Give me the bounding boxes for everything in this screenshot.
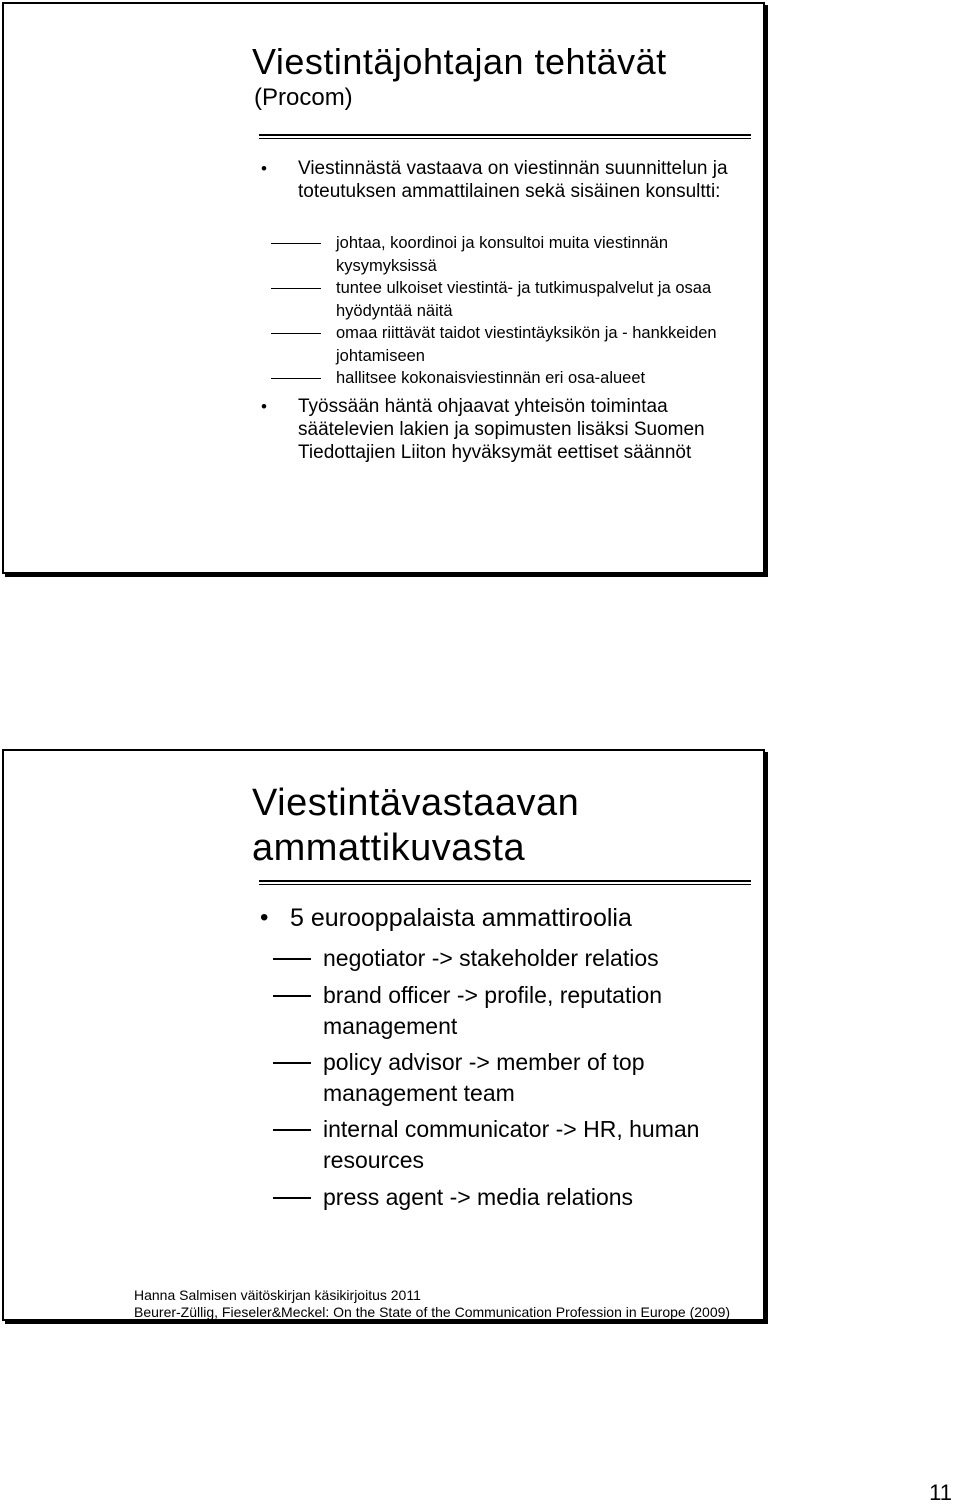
sub-list-item: [323, 1182, 743, 1213]
sub-list-item: [336, 277, 746, 323]
list-item: [261, 395, 738, 464]
dash-icon: [273, 1129, 311, 1131]
sub-list-item-text: internal communicator -> HR, human resources: [323, 1116, 700, 1173]
sub-list-item-text: tuntee ulkoiset viestintä- ja tutkimuspalvelut ja osaa hyödyntää näitä: [336, 279, 712, 320]
dash-icon: [271, 243, 321, 244]
title-divider: [259, 880, 751, 882]
sub-list-item-text: policy advisor -> member of top management team: [323, 1049, 645, 1106]
sub-list-item: [323, 1047, 743, 1109]
bullet-icon: •: [260, 904, 269, 931]
sub-list-item-text: brand officer -> profile, reputation management: [323, 982, 663, 1039]
sub-list-item: [323, 980, 743, 1042]
sub-list-item-text: johtaa, koordinoi ja konsultoi muita viestinnän kysymyksissä: [336, 234, 669, 275]
dash-icon: [273, 1197, 311, 1199]
sub-list-item-text: hallitsee kokonaisviestinnän eri osa-alueet: [336, 369, 646, 387]
footer-source: Beurer-Züllig, Fieseler&Meckel: On the State of the Communication Profession in Europe (2009): [134, 1304, 731, 1320]
footer-source: Hanna Salmisen väitöskirjan käsikirjoitus 2011: [134, 1287, 421, 1303]
sub-list-item: [323, 1114, 743, 1176]
slide-title: Viestintäjohtajan tehtävät: [252, 41, 667, 82]
slide-title-line: ammattikuvasta: [252, 827, 526, 869]
bullet-icon: •: [261, 397, 267, 416]
dash-icon: [271, 333, 321, 334]
sub-list-item-text: negotiator -> stakeholder relatios: [323, 945, 659, 971]
list-item-text: Työssään häntä ohjaavat yhteisön toimintaa säätelevien lakien ja sopimusten lisäksi Suomen Tiedottajien Liiton hyväksymät eettiset säännöt: [298, 396, 705, 463]
sub-list-item: [336, 232, 746, 278]
title-divider: [259, 134, 751, 136]
dash-icon: [273, 1062, 311, 1064]
sub-list-item: [336, 322, 746, 368]
bullet-icon: •: [261, 159, 267, 178]
sub-list-item-text: press agent -> media relations: [323, 1184, 634, 1210]
slide-1: [2, 2, 765, 574]
list-item-text: Viestinnästä vastaava on viestinnän suunnittelun ja toteutuksen ammattilainen sekä sisäinen konsultti:: [298, 158, 728, 202]
sub-list-item: [336, 367, 746, 390]
slide-title: [252, 781, 579, 871]
slide-subtitle: (Procom): [254, 84, 353, 111]
slide-2: [2, 749, 765, 1321]
list-item: [261, 157, 738, 203]
dash-icon: [273, 958, 311, 960]
sub-list-item-text: omaa riittävät taidot viestintäyksikön ja - hankkeiden johtamiseen: [336, 324, 717, 365]
list-item: [260, 903, 730, 933]
dash-icon: [271, 378, 321, 379]
sub-list-item: [323, 943, 743, 974]
dash-icon: [271, 288, 321, 289]
page-number: 11: [929, 1480, 952, 1505]
list-item-text: 5 eurooppalaista ammattiroolia: [290, 904, 632, 932]
slide-title-line: Viestintävastaavan: [252, 782, 580, 824]
dash-icon: [273, 995, 311, 997]
